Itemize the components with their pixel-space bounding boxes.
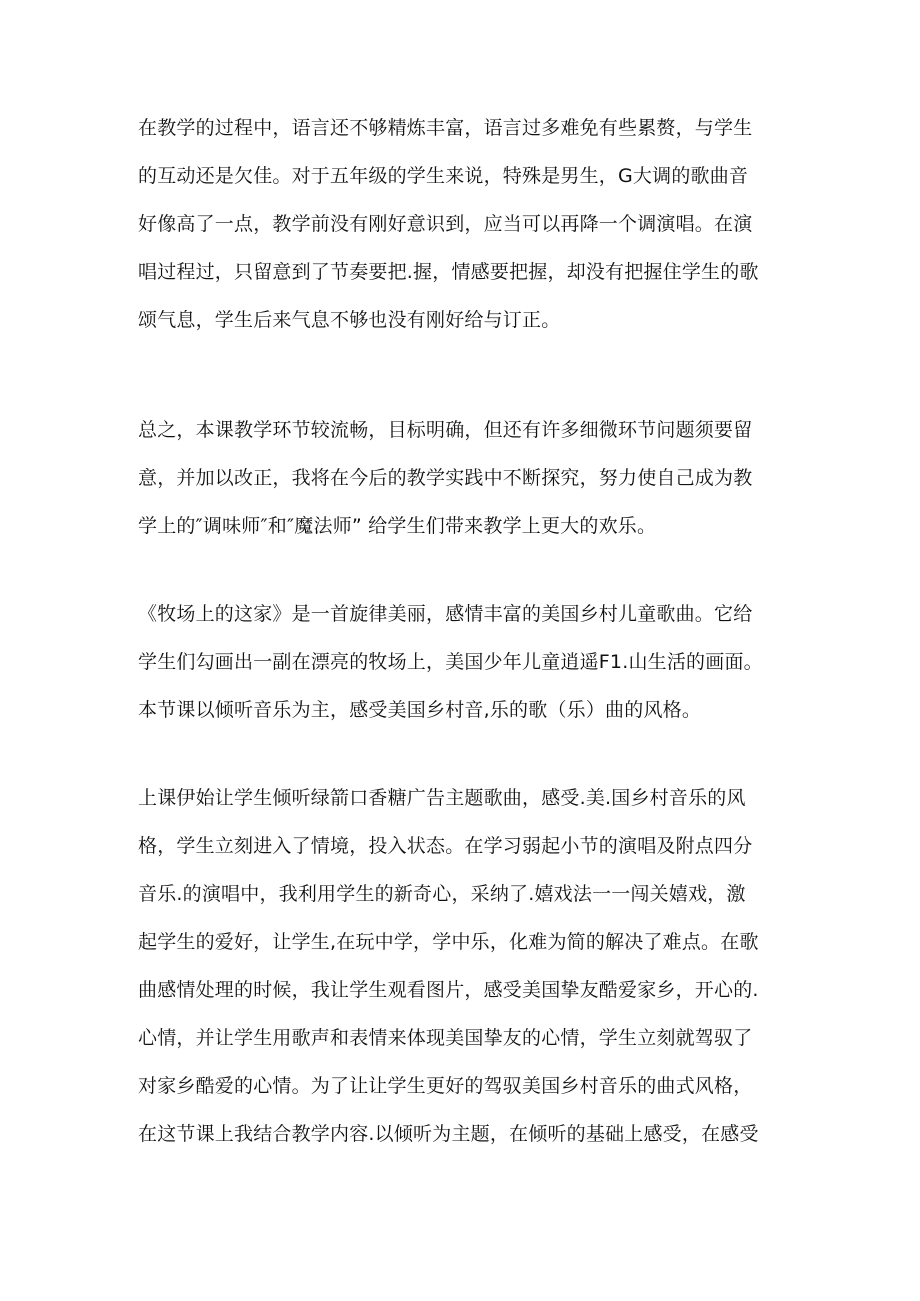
paragraph-lesson-process: [138, 774, 798, 1158]
paragraph-teaching-reflection: [138, 104, 798, 344]
text-line: 学上的″调味师″和″魔法师” 给学生们带来教学上更大的欢乐。: [138, 515, 657, 537]
text-line: 好像高了一点，教学前没有刚好意识到，应当可以再降一个调演唱。在演: [138, 213, 753, 235]
text-line: 在这节课上我结合教学内容.以倾听为主题，在倾听的基础上感受，在感受: [138, 1123, 759, 1145]
text-line: 上课伊始让学生倾听绿箭口香糖广告主题歌曲，感受.美.国乡村音乐的风: [138, 787, 746, 809]
paragraph-summary: [138, 406, 798, 550]
text-line: 在教学的过程中，语言还不够精炼丰富，语言过多难免有些累赘，与学生: [138, 117, 753, 139]
text-line: 颂气息，学生后来气息不够也没有刚好给与订正。: [138, 309, 561, 331]
text-line: 起学生的爱好，让学生,在玩中学，学中乐，化难为简的解决了难点。在歌: [138, 931, 759, 953]
text-line: 学生们勾画出一副在漂亮的牧场上，美国少年儿童逍遥F1.山生活的画面。: [138, 651, 763, 673]
text-line: 唱过程过，只留意到了节奏要把.握，情感要把握，却没有把握住学生的歌: [138, 261, 759, 283]
text-line: 本节课以倾听音乐为主，感受美国乡村音,乐的歌（乐）曲的风格。: [138, 699, 702, 721]
text-line: 对家乡酷爱的心情。为了让让学生更好的驾驭美国乡村音乐的曲式风格，: [138, 1075, 753, 1097]
text-line: 意，并加以改正，我将在今后的教学实践中不断探究，努力使自己成为教: [138, 467, 753, 489]
text-line: 心情，并让学生用歌声和表情来体现美国挚友的心情，学生立刻就驾驭了: [138, 1027, 753, 1049]
text-line: 《牧场上的这家》是一首旋律美丽，感情丰富的美国乡村儿童歌曲。它给: [138, 603, 753, 625]
text-line: 格，学生立刻进入了情境，投入状态。在学习弱起小节的演唱及附点四分: [138, 835, 753, 857]
text-line: 的互动还是欠佳。对于五年级的学生来说，特殊是男生，G大调的歌曲音: [138, 165, 749, 187]
text-line: 曲感情处理的时候，我让学生观看图片，感受美国挚友酷爱家乡，开心的.: [138, 979, 759, 1001]
text-line: 总之，本课教学环节较流畅，目标明确，但还有许多细微环节问题须要留: [138, 419, 753, 441]
text-line: 音乐.的演唱中，我利用学生的新奇心，采纳了.嬉戏法一一闯关嬉戏，激: [138, 883, 746, 905]
paragraph-song-intro: [138, 590, 798, 734]
